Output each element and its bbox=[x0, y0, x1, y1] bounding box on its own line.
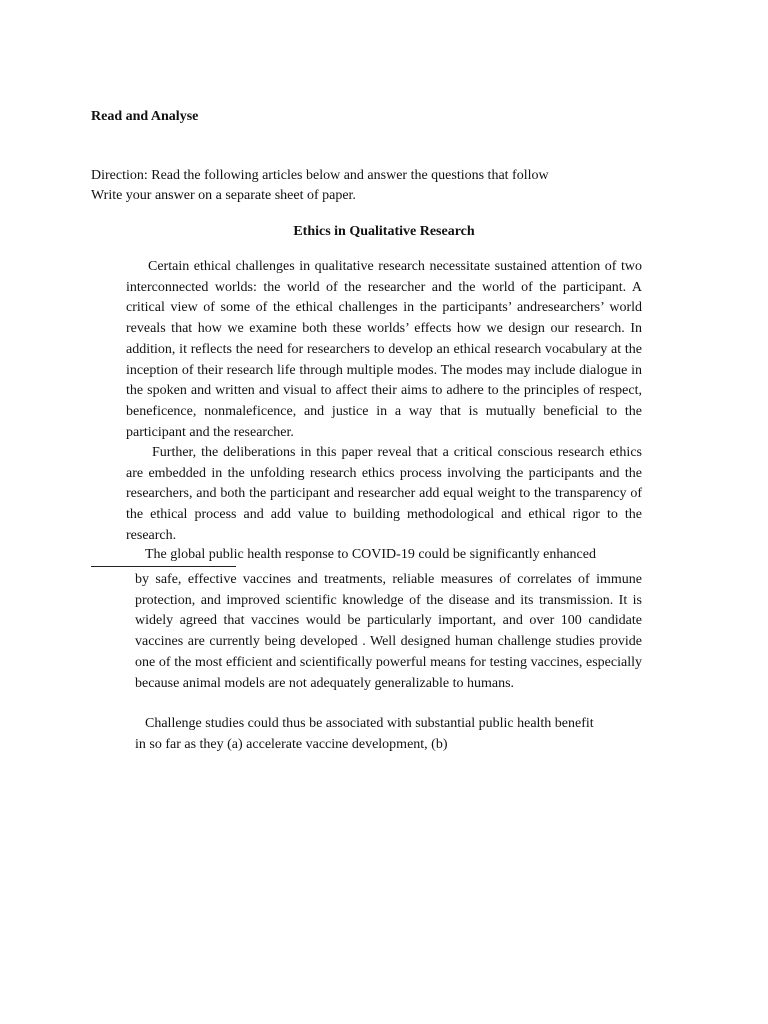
horizontal-rule bbox=[91, 566, 236, 567]
article-paragraph-4-line-1: Challenge studies could thus be associated with substantial public health benefit bbox=[145, 716, 594, 731]
article-paragraph-3-first-line: The global public health response to COVID-19 could be significantly enhanced bbox=[145, 547, 596, 562]
article-paragraph-4-line-2: in so far as they (a) accelerate vaccine development, (b) bbox=[135, 736, 448, 752]
article-paragraph-4 bbox=[135, 714, 594, 755]
direction-line-2: Write your answer on a separate sheet of paper. bbox=[91, 188, 356, 203]
direction-line-1: Direction: Read the following articles below and answer the questions that follow bbox=[91, 168, 549, 183]
article-paragraph-2: Further, the deliberations in this paper reveal that a critical conscious research ethics are embedded in the unfolding research ethics process involving the participants and the researchers, and both the participant and researcher add equal weight to the transparency of the ethical process and add value to building methodological and ethical rigor to the research. bbox=[126, 445, 642, 543]
directions bbox=[91, 166, 549, 206]
article-title: Ethics in Qualitative Research bbox=[293, 224, 475, 239]
article-paragraph-3-body: by safe, effective vaccines and treatments, reliable measures of correlates of immune protection, and improved scientific knowledge of the disease and its transmission. It is widely agreed that vaccines would be particularly important, and over 100 candidate vaccines are currently being developed . Well designed human challenge studies provide one of the most efficient and scientifically powerful means for testing vaccines, especially because animal models are not adequately generalizable to humans. bbox=[135, 572, 642, 691]
page-heading: Read and Analyse bbox=[91, 109, 199, 124]
article-paragraph-1: Certain ethical challenges in qualitative research necessitate sustained attention of two interconnected worlds: the world of the researcher and the world of the participant. A critical view of some of the ethical challenges in the participants’ andresearchers’ world reveals that how we examine both these worlds’ effects how we design our research. In addition, it reflects the need for researchers to develop an ethical research vocabulary at the inception of their research life through multiple modes. The modes may include dialogue in the spoken and written and visual to affect their aims to adhere to the principles of respect, beneficence, nonmaleficence, and justice in a way that is mutually beneficial to the participant and the researcher. bbox=[126, 259, 642, 440]
